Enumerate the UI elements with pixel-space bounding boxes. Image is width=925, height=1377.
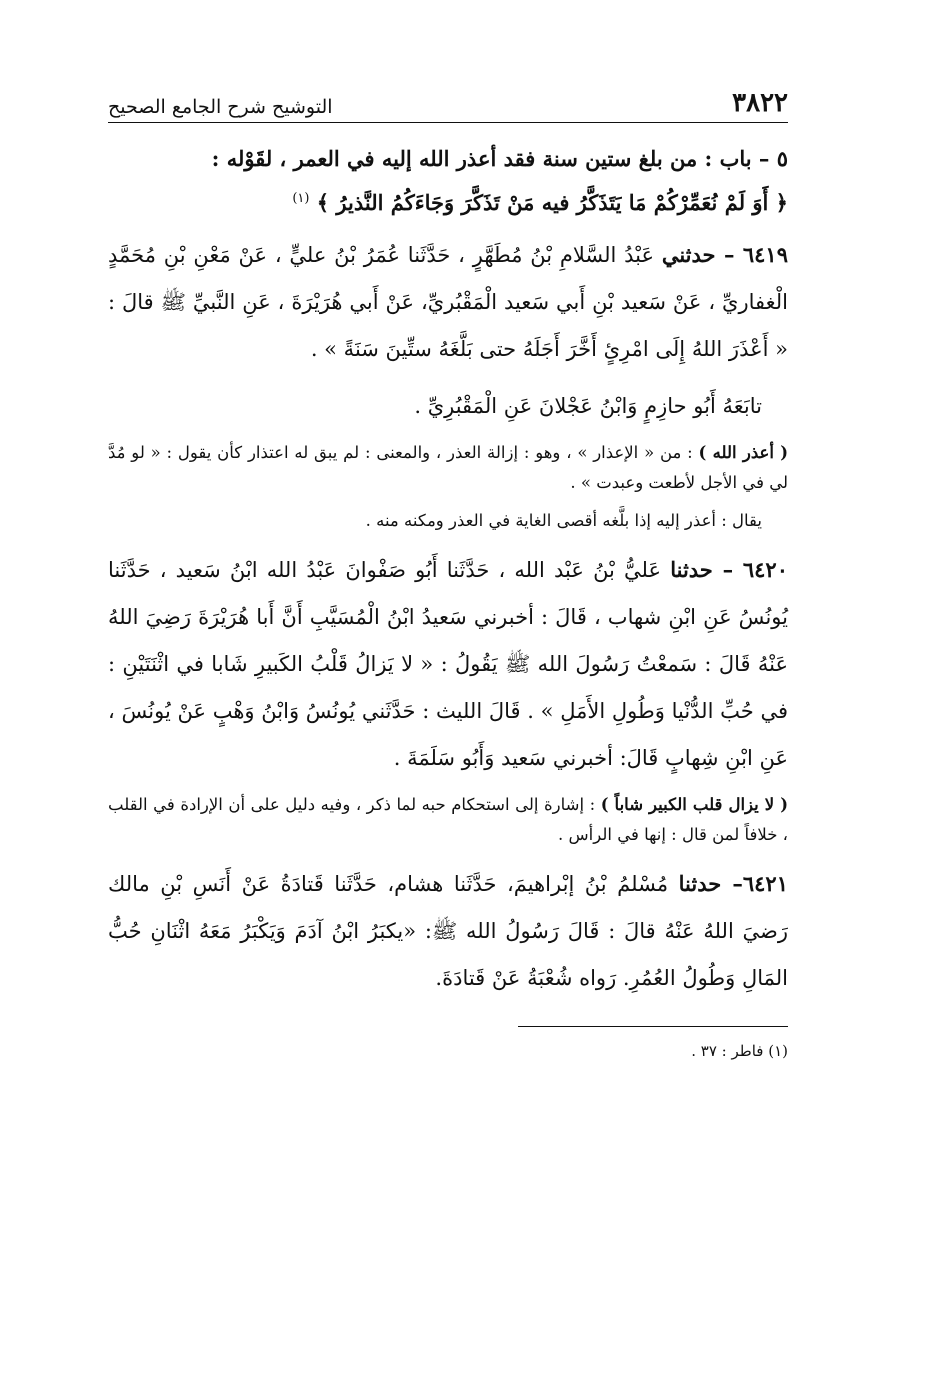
footnote-marker: (١) — [292, 191, 310, 206]
commentary-text: : إشارة إلى استحكام حبه لما ذكر ، وفيه دليل على أن الإرادة في القلب ، خلافاً لمن قال : إنها في الرأس . — [108, 795, 788, 844]
commentary-term: ( لا يزال قلب الكبير شاباً ) — [600, 795, 789, 814]
footnote-divider — [518, 1026, 788, 1027]
commentary-term: ( أعذر الله ) — [698, 443, 789, 462]
hadith-text: عَليُّ بْنُ عَبْد الله ، حَدَّثَنا أَبُو صَفْوانَ عَبْدُ الله ابْنُ سَعيد ، حَدَّثَنا يُونُسُ عَنِ ابْنِ شهاب ، قَالَ : أخبرني سَعيدُ ابْنُ الْمُسَيَّبِ أَنَّ أَبا هُرَيْرَةَ رَضِيَ اللهُ عَنْهُ قَالَ : سَمعْتُ رَسُولَ الله ﷺ يَقُولُ : « لا يَزالُ قَلْبُ الكَبيرِ شَابا في اثْنَتَيْنِ : في حُبِّ الدُّنْيا وَطُولِ الأَمَلِ » . قَالَ الليث : حَدَّثَني يُونُسُ وَابْنُ وَهْبٍ عَنْ يُونُسَ ، عَنِ ابْنِ شِهابٍ قَالَ: أخبرني سَعيد وَأَبُو سَلَمَةَ . — [108, 558, 788, 770]
hadith-text: عَبْدُ السَّلامِ بْنُ مُطَهَّرٍ ، حَدَّثَنا عُمَرُ بْنُ عليٍّ ، عَنْ مَعْنِ بْنِ مُحَمَّدٍ الْغفاريِّ ، عَنْ سَعيد بْنِ أَبي سَعيد الْمَقْبُريِّ، عَنْ أَبي هُرَيْرَةَ ، عَنِ النَّبيِّ ﷺ قالَ : « أَعْذَرَ اللهُ إِلَى امْرِئٍ أَخَّرَ أَجَلَهُ حتى بَلَّغَهُ ستِّينَ سَنَةً » . — [108, 243, 788, 361]
hadith-6421 — [108, 860, 788, 1002]
page-header — [108, 82, 788, 123]
hadith-6420 — [108, 546, 788, 782]
commentary-text: : من « الإعذار » ، وهو : إزالة العذر ، والمعنى : لم يبق له اعتذار كأن يقول : « لو مُدَّ لي في الأجل لأطعت وعبدت » . — [108, 443, 788, 492]
hadith-number: ٦٤١٩ – حدثني — [661, 242, 788, 267]
commentary-note — [108, 790, 788, 850]
footnote: (١) فاطر : ٣٧ . — [691, 1042, 788, 1060]
hadith-text: مُسْلمُ بْنُ إبْراهيمَ، حَدَّثَنا هشام، حَدَّثَنا قَتادَةُ عَنْ أَنَسِ بْنِ مالك رَضيَ اللهُ عَنْهُ قالَ : قَالَ رَسُولُ الله ﷺ: «يكبَرُ ابْنُ آدَمَ وَيَكْبَرُ مَعَهُ اثْنَانِ حُبُّ المَالِ وَطُولُ العُمُرِ. رَواه شُعْبَةُ عَنْ قَتادَةَ. — [108, 872, 788, 990]
hadith-number: ٦٤٢٠ – حدثنا — [670, 557, 788, 582]
commentary-continuation: يقال : أعذر إليه إذا بلَّغه أقصى الغاية في العذر ومكنه منه . — [365, 511, 762, 530]
running-title: التوشيح شرح الجامع الصحيح — [108, 96, 333, 118]
chapter-heading: ٥ – باب : من بلغ ستين سنة فقد أعذر الله إليه في العمر ، لقَوْله : — [211, 146, 788, 171]
book-page — [108, 82, 788, 1065]
quran-verse — [108, 181, 788, 221]
verse-text: ﴿ أَوَ لَمْ نُعَمِّرْكُمْ مَا يَتَذَكَّرُ فيه مَنْ تَذَكَّرَ وَجَاءَكُمُ النَّذيرُ ﴾ — [316, 190, 788, 215]
hadith-number: ٦٤٢١– حدثنا — [678, 871, 788, 896]
hadith-6419 — [108, 231, 788, 373]
hadith-6419-follow-up: تابَعَهُ أَبُو حازِمٍ وَابْنُ عَجْلانَ عَنِ الْمَقْبُرِيِّ . — [414, 394, 762, 418]
page-number: ٣٨٢٢ — [732, 88, 788, 118]
commentary-note — [108, 438, 788, 498]
